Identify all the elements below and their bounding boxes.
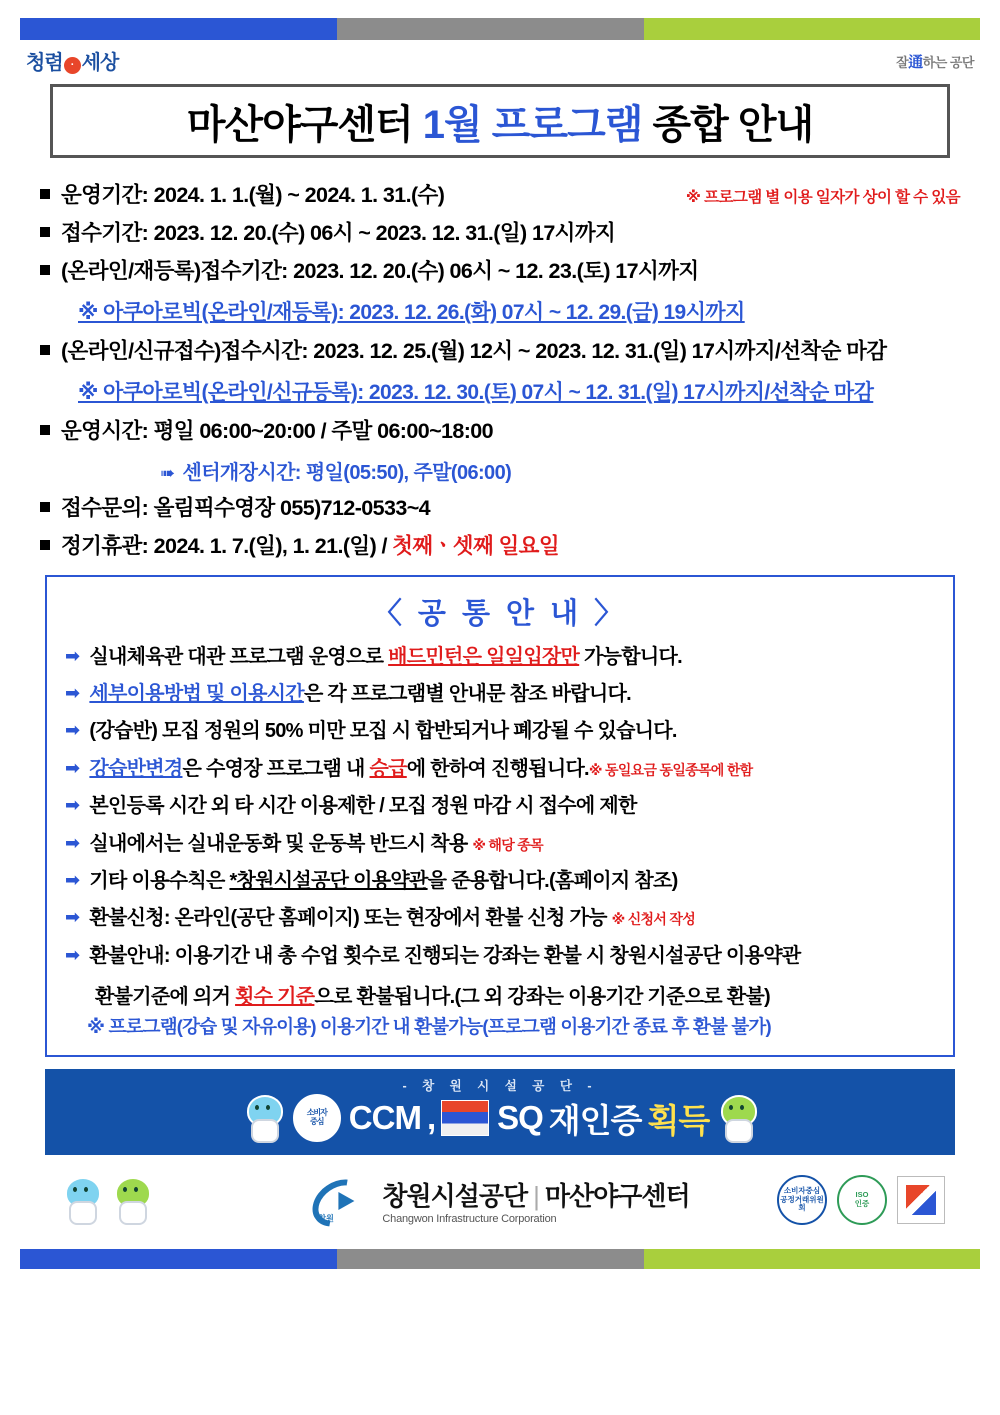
bottom-bar-green-segment: [644, 1249, 980, 1269]
logo-caption: 창원: [318, 1214, 334, 1224]
common-row-5: [65, 831, 935, 857]
refund-row: [65, 943, 935, 969]
list-item: [40, 220, 960, 248]
bottom-bar-gray-segment: [337, 1249, 644, 1269]
row0-em: 배드민턴은 일일입장만: [388, 645, 580, 668]
info-text-0: 운영기간: 2024. 1. 1.(월) ~ 2024. 1. 31.(수): [61, 183, 445, 207]
arrow-icon: ➡: [65, 907, 80, 928]
arrow-icon: ➠: [160, 462, 175, 483]
top-color-bar: [20, 18, 980, 40]
row3-tail: ※ 동일요금 동일종목에 한함: [588, 761, 753, 778]
row2-text: (강습반) 모집 정원의 50% 미만 모집 시 합반되거나 폐강될 수 있습니다.: [89, 720, 677, 743]
row5-tail: ※ 해당 종목: [472, 836, 543, 853]
arrow-icon: ➡: [65, 645, 80, 666]
top-bar-green-segment: [644, 18, 980, 40]
center-name: 마산야구센터: [544, 1180, 690, 1211]
row3-post2: 에 한하여 진행됩니다.: [406, 757, 589, 780]
arrow-icon: ➡: [65, 795, 80, 816]
org-name-en: Changwon Infrastructure Corporation: [382, 1212, 557, 1225]
list-item: [40, 338, 960, 366]
banner-highlight-text: 획득: [647, 1101, 710, 1139]
info-note-0: ※ 프로그램 별 이용 일자가 상이 할 수 있음: [685, 189, 960, 206]
arrow-icon: ➡: [65, 944, 80, 965]
bullet-square-icon: [40, 227, 50, 237]
banner-ccm-text: CCM: [348, 1099, 421, 1137]
row7-pre: 환불신청: 온라인(공단 홈페이지) 또는 현장에서 환불 신청 가능: [89, 907, 612, 930]
refund-line-2: [95, 980, 935, 1009]
changwon-logo-icon: [310, 1176, 372, 1224]
title-part-1: 마산야구센터: [186, 102, 423, 147]
info-text-5: 접수문의: 올림픽수영장 055)712-0533~4: [61, 495, 431, 520]
mascot-green-icon: [109, 1175, 153, 1225]
footer: [45, 1161, 955, 1239]
bullet-square-icon: [40, 345, 50, 355]
common-row-1: [65, 681, 935, 707]
cheongryeom-logo: 청렴 · 세상: [26, 52, 119, 74]
list-item: [40, 182, 960, 210]
bottom-bar-blue-segment: [20, 1249, 337, 1269]
aqua-reregister-note: [78, 296, 960, 326]
arrow-icon: ➡: [65, 869, 80, 890]
arrow-icon: ➡: [65, 757, 80, 778]
common-row-7: [65, 905, 935, 931]
bullet-square-icon: [40, 540, 50, 550]
footer-organization: [310, 1176, 689, 1225]
arrow-icon: ➡: [65, 832, 80, 853]
common-info-box: [45, 575, 955, 1058]
org-korean: 창원시설공단: [382, 1180, 528, 1211]
row3-post: 은 수영장 프로그램 내: [182, 757, 370, 780]
row3-em2: 승급: [369, 757, 407, 780]
info-text-2: (온라인/재등록)접수기간: 2023. 12. 20.(수) 06시 ~ 12. 23.(토) 17시까지: [61, 258, 699, 283]
arrow-icon: ➡: [65, 682, 80, 703]
mascot-green-icon: [715, 1093, 759, 1143]
closure-label: 정기휴관: 2024. 1. 7.(일), 1. 21.(일) /: [61, 533, 393, 558]
aqua-new-note: [78, 376, 960, 406]
row3-em: 강습반변경: [89, 757, 183, 780]
bullet-square-icon: [40, 265, 50, 275]
center-open-time: 센터개장시간: 평일(05:50), 주말(06:00): [182, 461, 512, 484]
top-bar-gray-segment: [337, 18, 644, 40]
sq-flag-icon: [441, 1100, 489, 1136]
list-item-closure: [40, 533, 960, 561]
title-wrap: [50, 84, 950, 158]
row1-post: 은 각 프로그램별 안내문 참조 바랍니다.: [303, 682, 631, 705]
top-bar-blue-segment: [20, 18, 337, 40]
logo-dot-icon: ·: [64, 57, 81, 74]
footer-mascots: [59, 1175, 153, 1225]
row6-em: *창원시설공단 이용약관: [229, 869, 428, 892]
row0-post: 가능합니다.: [579, 645, 683, 668]
info-text-1: 접수기간: 2023. 12. 20.(수) 06시 ~ 2023. 12. 31.(일) 17시까지: [61, 220, 616, 245]
ccm-seal-icon: 소비자 중심: [291, 1092, 343, 1144]
closure-highlight: 첫째ㆍ셋째 일요일: [392, 533, 559, 558]
common-row-0: [65, 644, 935, 670]
list-item: [40, 418, 960, 446]
bottom-color-bar: [20, 1249, 980, 1269]
common-row-6: [65, 868, 935, 894]
slogan-accent: 通: [908, 54, 923, 71]
banner-main: [241, 1092, 759, 1144]
info-text-4: 운영시간: 평일 06:00~20:00 / 주말 06:00~18:00: [61, 418, 494, 443]
banner-sq-text: SQ: [497, 1099, 543, 1137]
page-title: [177, 93, 823, 150]
mascot-blue-icon: [59, 1175, 103, 1225]
title-part-2: 1월 프로그램: [422, 102, 643, 147]
banner-subtitle: - 창 원 시 설 공 단 -: [402, 1079, 598, 1094]
footer-badges: [777, 1175, 945, 1225]
bullet-square-icon: [40, 425, 50, 435]
center-open-time-row: [160, 456, 960, 485]
row7-tail: ※ 신청서 작성: [611, 911, 696, 928]
banner-rest-text: 재인증: [548, 1101, 642, 1139]
common-row-4: [65, 793, 935, 819]
refund-line-1: 환불안내: 이용기간 내 총 수업 횟수로 진행되는 강좌는 환불 시 창원시설공단 이용약관: [89, 944, 801, 967]
slogan-prefix: 잘: [896, 55, 909, 70]
common-info-title: 〈 공 통 안 내 〉: [372, 597, 628, 630]
ccm-banner: [45, 1069, 955, 1155]
banner-comma: ,: [426, 1099, 436, 1137]
logo-row: [20, 44, 980, 78]
refund-line2-pre: 환불기준에 의거: [95, 986, 236, 1009]
refund-line2-em: 횟수 기준: [235, 986, 315, 1009]
row0-pre: 실내체육관 대관 프로그램 운영으로: [89, 645, 389, 668]
info-list: [40, 182, 960, 561]
row6-post: 을 준용합니다.(홈페이지 참조): [427, 869, 678, 892]
common-row-2: [65, 718, 935, 744]
arrow-icon: ➡: [65, 720, 80, 741]
refund-line-3: ※ 프로그램(강습 및 자유이용) 이용기간 내 환불가능(프로그램 이용기간 종료 후 환불 불가): [87, 1016, 771, 1038]
aqua-new-text: ※ 아쿠아로빅(온라인/신규등록): 2023. 12. 30.(토) 07시 ~ 12. 31.(일) 17시까지/선착순 마감: [78, 380, 874, 404]
row4-text: 본인등록 시간 외 타 시간 이용제한 / 모집 정원 마감 시 접수에 제한: [89, 795, 637, 818]
title-part-3: 종합 안내: [642, 102, 814, 147]
bullet-square-icon: [40, 502, 50, 512]
refund-line2-post: 으로 환불됩니다.(그 외 강좌는 이용기간 기준으로 환불): [314, 986, 770, 1009]
mascot-blue-icon: [241, 1093, 285, 1143]
sq-badge-icon: [897, 1176, 945, 1224]
org-divider: |: [533, 1180, 539, 1211]
org-names: [382, 1176, 689, 1225]
iso-badge-icon: ISO 인증: [837, 1175, 887, 1225]
row1-em: 세부이용방법 및 이용시간: [89, 682, 304, 705]
closure-text: [61, 533, 960, 561]
slogan-suffix: 하는 공단: [922, 55, 974, 70]
common-row-3: [65, 756, 935, 782]
aqua-reregister-text: ※ 아쿠아로빅(온라인/재등록): 2023. 12. 26.(화) 07시 ~ 12. 29.(금) 19시까지: [78, 300, 745, 324]
info-text-3: (온라인/신규접수)접수시간: 2023. 12. 25.(월) 12시 ~ 2023. 12. 31.(일) 17시까지/선착순 마감: [61, 338, 887, 363]
title-box: [50, 84, 950, 158]
row5-pre: 실내에서는 실내운동화 및 운동복 반드시 착용: [89, 832, 473, 855]
bullet-square-icon: [40, 189, 50, 199]
row6-pre: 기타 이용수칙은: [89, 869, 230, 892]
slogan-logo: [896, 51, 974, 72]
list-item: [40, 258, 960, 286]
list-item: [40, 495, 960, 523]
org-name-ko: [382, 1176, 689, 1213]
ccm-badge-icon: 소비자중심 공정거래위원회: [777, 1175, 827, 1225]
